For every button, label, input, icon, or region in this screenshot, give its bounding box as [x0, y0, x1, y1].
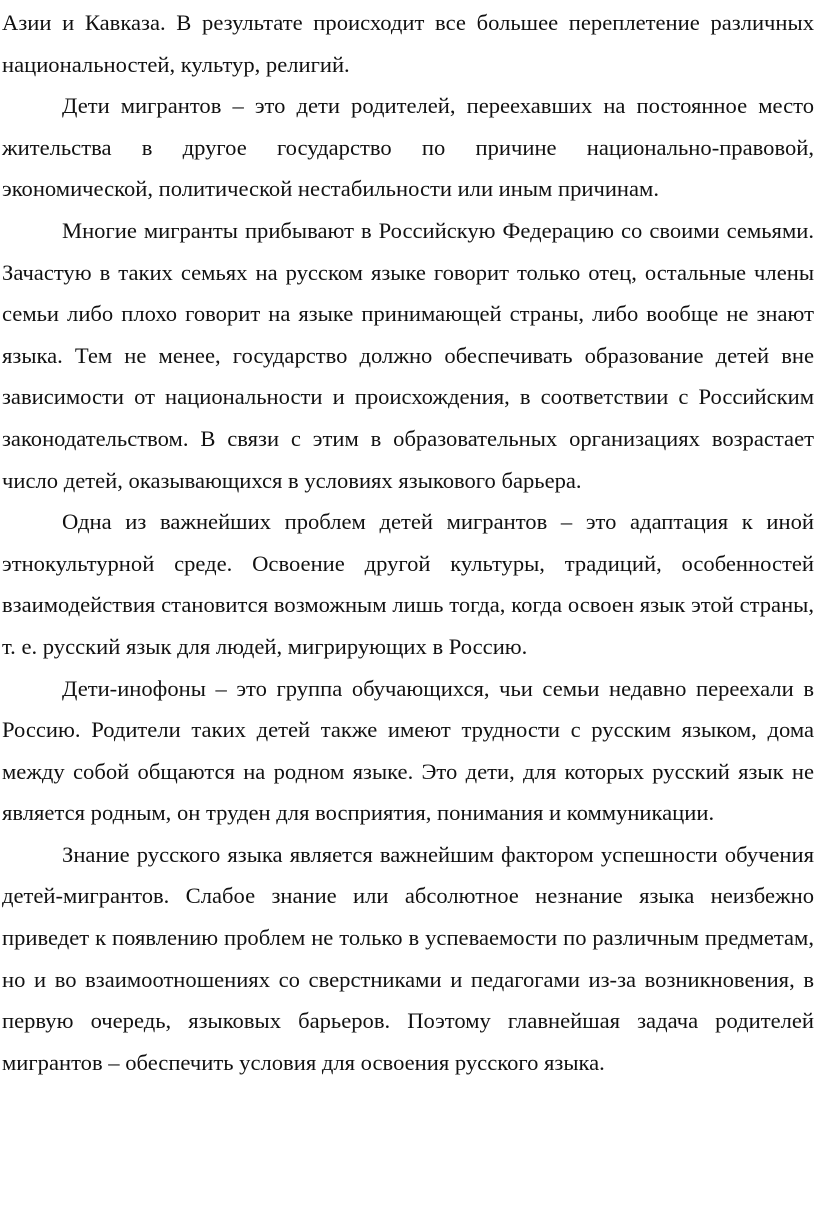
document-page: [2, 2, 814, 1083]
paragraph-inophone-children: Дети-инофоны – это группа обучающихся, чьи семьи недавно переехали в Россию. Родители таких детей также имеют трудности с русским языком, дома между собой общаются на родном языке. Это дети, для которых русский язык не является родным, он труден для восприятия, понимания и коммуникации.: [2, 675, 814, 826]
paragraph-continuation: Азии и Кавказа. В результате происходит все большее переплетение различных национальностей, культур, религий.: [2, 10, 814, 77]
paragraph-families-language: Многие мигранты прибывают в Российскую Федерацию со своими семьями. Зачастую в таких семьях на русском языке говорит только отец, остальные члены семьи либо плохо говорит на языке принимающей страны, либо вообще не знают языка. Тем не менее, государство должно обеспечивать образование детей вне зависимости от национальности и происхождения, в соответствии с Российским законодательством. В связи с этим в образовательных организациях возрастает число детей, оказывающихся в условиях языкового барьера.: [2, 217, 814, 493]
paragraph-migrant-children-definition: Дети мигрантов – это дети родителей, переехавших на постоянное место жительства в другое государство по причине национально-правовой, экономической, политической нестабильности или иным причинам.: [2, 93, 814, 202]
paragraph-russian-language-importance: Знание русского языка является важнейшим фактором успешности обучения детей-мигрантов. Слабое знание или абсолютное незнание языка неизбежно приведет к появлению проблем не только в успеваемости по различным предметам, но и во взаимоотношениях со сверстниками и педагогами из-за возникновения, в первую очередь, языковых барьеров. Поэтому главнейшая задача родителей мигрантов – обеспечить условия для освоения русского языка.: [2, 841, 814, 1075]
paragraph-adaptation-problem: Одна из важнейших проблем детей мигрантов – это адаптация к иной этнокультурной среде. Освоение другой культуры, традиций, особенностей взаимодействия становится возможным лишь тогда, когда освоен язык этой страны, т. е. русский язык для людей, мигрирующих в Россию.: [2, 509, 814, 659]
